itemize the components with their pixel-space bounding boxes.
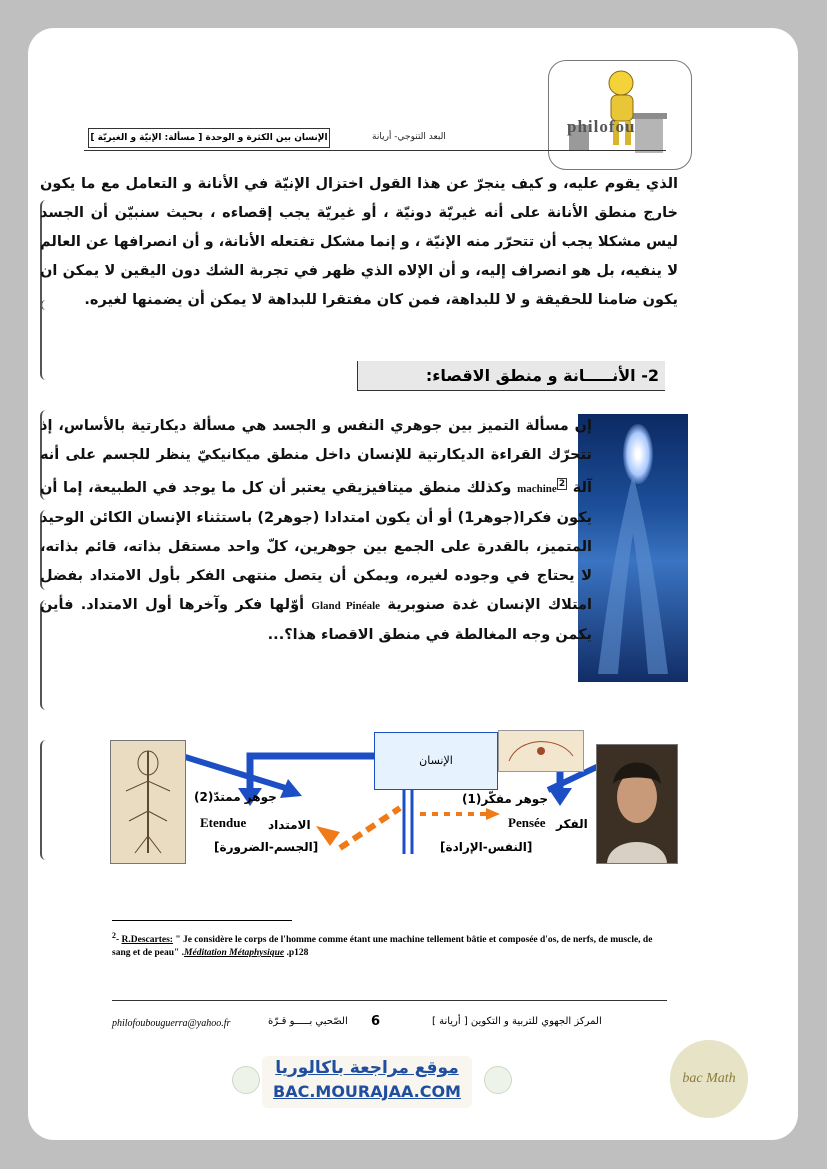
paragraph-part2: وكذلك منطق ميتافيزيقي يعتبر أن كل ما يوجد في الطبيعة، إما أن يكون فكرا(جوهر1) أو أن يكون امتدادا (جوهر2) باستثناء الإنسان الكائن الوحيد المتميز، بالقدرة على الجمع بين جوهرين، كلّ واحد مستقل بذاته، قائم بذاته، لا يحتاج في وجوده لغيره، ويمكن أن يتصل منتهى الفكر بأول الامتداد بفضل امتلاك الإنسان غدة صنوبرية xyxy=(40,479,592,613)
footnote-number: 2 xyxy=(112,931,116,940)
footer-center: المركز الجهوي للتربية و التكوين [ أريانة ] xyxy=(432,1016,602,1027)
footer-email[interactable]: philofoubouguerra@yahoo.fr xyxy=(112,1018,231,1029)
orange-arrow-head xyxy=(486,808,500,820)
header-course-title: الإنسان بين الكثرة و الوحدة [ مسألة: الإنيّة و الغيريّة ] xyxy=(88,128,330,148)
intro-paragraph: الذي يقوم عليه، و كيف ينجرّ عن هذا القول اختزال الإنيّة في الأنانة و التعامل مع ما يكون خارج منطق الأنانة على أنه غيريّة دونيّة ، أو غيريّة يجب إقصاءه ، بحيث سنبيّن أن الجسد ليس مشكلا يجب أن تتحرّر منه الإنيّة ، و إنما مشكل تفتعله الأنانة، و أن انصرافها عن العالم لا ينفيه، بل هو انصراف إليه، و أن الإلاه الذي ظهر في تجربة الشك دون اليقين لا يمكن ان يكون ضامنا للحقيقة و لا للبداهة، فمن كان مفتقرا للبداهة لا يمكن أن يضمنها لغيره. xyxy=(40,176,678,308)
footer-author: الصّحبي بـــــو قـرّة xyxy=(268,1016,348,1027)
footnote-work: Méditation Métaphysique xyxy=(184,948,285,959)
footnote-quote: " Je considère le corps de l'homme comme étant une machine tellement bâtie et composée d'os, de nerfs, de muscle, de sang et de peau" . xyxy=(112,935,653,959)
brain-sketch-icon xyxy=(499,731,583,771)
footnote-author: R.Descartes: xyxy=(121,935,173,946)
footnote-divider xyxy=(112,920,292,921)
thinking-substance-label: جوهر مفكّر(1) xyxy=(462,792,548,806)
banner-url[interactable]: BAC.MOURAJAA.COM xyxy=(273,1082,461,1101)
arrow-from-left-image xyxy=(182,756,292,790)
skeleton-drawing-icon xyxy=(111,741,185,863)
thought-fr-label: Pensée xyxy=(508,815,546,830)
page-number: 6 xyxy=(371,1014,381,1029)
soul-will-label: [النفس-الإرادة] xyxy=(440,840,533,854)
site-logo-icon xyxy=(484,1066,512,1094)
gland-term: Gland Pinéale xyxy=(311,599,381,612)
logo-word: philofou xyxy=(567,117,636,136)
extension-ar-label: الامتداد xyxy=(268,818,311,832)
mechanical-body-image xyxy=(110,740,186,864)
body-necessity-label: [الجسم-الضرورة] xyxy=(214,840,319,854)
extended-substance-label: جوهر ممتدّ(2) xyxy=(194,790,277,804)
footer-divider xyxy=(112,1000,667,1001)
section-title: 2- الأنـــــانة و منطق الاقصاء: xyxy=(357,361,665,391)
descartes-portrait xyxy=(596,744,678,864)
site-logo-icon xyxy=(232,1066,260,1094)
orange-arrow-head xyxy=(316,826,340,846)
thought-ar-label: الفكر xyxy=(556,817,588,831)
header-school: البعد التنوجي- أريانة xyxy=(372,132,446,142)
footnote-page: .p128 xyxy=(286,948,309,959)
orange-link xyxy=(340,808,400,848)
bac-math-badge: bac Math xyxy=(670,1040,748,1118)
paragraph-part1: إن مسألة التميز بين جوهري النفس و الجسد هي مسألة ديكارتية بالأساس، إذ تتحرّك القراءة الديكارتية للإنسان داخل منطق ميكانيكيّ ينظر للجسم على أنه آلة xyxy=(40,418,592,496)
portrait-face-icon xyxy=(597,745,677,863)
footnote-ref[interactable]: 2 xyxy=(558,479,566,489)
extension-fr-label: Etendue xyxy=(200,815,247,830)
pineal-sketch-image xyxy=(498,730,584,772)
machine-term: machine xyxy=(517,482,557,495)
paragraph-part3: أوّلها فكر وآخرها أول الامتداد. فأين يكمن وجه المغالطة في منطق الاقصاء هذا؟... xyxy=(40,596,592,643)
human-node-label: الإنسان xyxy=(419,754,453,767)
banner-arabic[interactable]: موقع مراجعة باكالوريا xyxy=(275,1058,459,1078)
human-node xyxy=(374,732,498,790)
footnote: $^2$- R.Descartes: " Je considère le corps de l'homme comme étant une machine tellement bâtie et composée d'os, de nerfs, de muscle, de sang et de peau" .Méditation Métaphysique .p128 xyxy=(112,931,653,959)
site-banner[interactable] xyxy=(262,1056,472,1108)
